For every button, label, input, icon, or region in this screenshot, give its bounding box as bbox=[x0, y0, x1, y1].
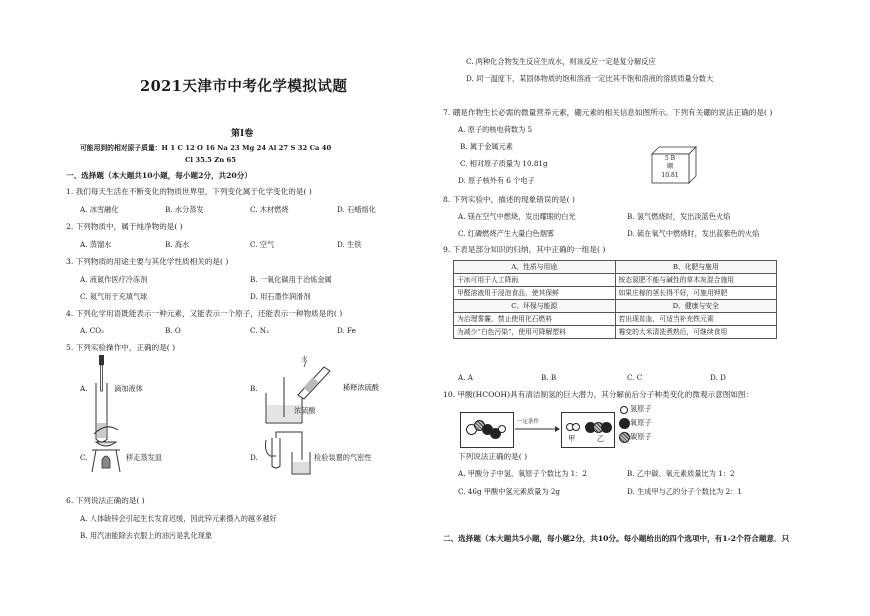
q5-d-caption: 检验装置的气密性 bbox=[314, 453, 372, 462]
table-cell-a1: 干冰可用于人工降雨 bbox=[454, 274, 616, 287]
q9-option-a: A. A bbox=[458, 373, 473, 382]
oxygen-atom bbox=[601, 422, 612, 433]
reaction-condition: 一定条件 bbox=[517, 419, 540, 425]
q6-option-a: A. 人体缺锌会引起生长发育迟缓，因此锌元素摄入的越多越好 bbox=[80, 514, 277, 523]
table-cell-b2: 如果庄稼的茎长得不好，可施用钾肥 bbox=[615, 287, 777, 300]
q5-b-acid-label: 浓硫酸 bbox=[294, 406, 316, 415]
q9-stem: 9. 下表是部分知识的归纳，其中正确的一组是( ) bbox=[443, 245, 606, 254]
q5-option-c: C. bbox=[80, 453, 88, 462]
q8-option-a: A. 镁在空气中燃烧，发出耀眼的白光 bbox=[458, 212, 576, 221]
atomic-masses-line2: Cl 35.5 Zn 65 bbox=[185, 156, 237, 164]
table-cell-b1: 铵态氮肥不能与碱性的草木灰混合施用 bbox=[615, 274, 777, 287]
q4-option-c: C. N₂ bbox=[250, 326, 269, 335]
q2-stem: 2. 下列物质中，属于纯净物的是( ) bbox=[66, 222, 183, 231]
q2-option-b: B. 海水 bbox=[165, 240, 190, 249]
q2-option-d: D. 生铁 bbox=[337, 240, 362, 249]
table-cell-a2: 甲醛溶液用于浸泡食品，使其保鲜 bbox=[454, 287, 616, 300]
q8-option-b: B. 氢气燃烧时，发出淡蓝色火焰 bbox=[627, 212, 731, 221]
q5-stem: 5. 下列实验操作中，正确的是( ) bbox=[66, 343, 176, 352]
exam-title: 2021天津市中考化学模拟试题 bbox=[140, 78, 348, 95]
airtightness-figure bbox=[262, 430, 312, 480]
table-cell-d2: 霉变的大米清洗煮熟后，可继续食用 bbox=[615, 326, 777, 339]
q5-b-caption: 稀释浓硫酸 bbox=[343, 383, 379, 392]
q7-option-d: D. 原子核外有 6 个电子 bbox=[458, 176, 535, 185]
q1-option-d: D. 石蜡熔化 bbox=[337, 205, 376, 214]
section1-heading: 一、选择题（本大题共10小题，每小题2分，共20分） bbox=[66, 171, 252, 180]
q2-option-a: A. 蒸馏水 bbox=[80, 240, 112, 249]
q6-option-b: B. 用汽油能除去衣服上的油污是乳化现象 bbox=[80, 531, 213, 540]
table-head-b: B、化肥与施用 bbox=[615, 261, 777, 274]
reaction-arrow-icon bbox=[515, 425, 561, 433]
q8-stem: 8. 下列实验中，描述的现象错误的是( ) bbox=[443, 195, 575, 204]
q3-option-b: B. 一氧化碳用于冶炼金属 bbox=[250, 275, 332, 284]
legend-hydrogen-icon bbox=[620, 406, 628, 414]
q4-option-d: D. Fe bbox=[337, 326, 356, 335]
q5-c-caption: 移走蒸发皿 bbox=[126, 453, 162, 462]
q7-option-a: A. 原子的核电荷数为 5 bbox=[458, 125, 533, 134]
boron-box-mass: 10.81 bbox=[661, 172, 679, 179]
q9-option-b: B. B bbox=[541, 373, 557, 382]
knowledge-table bbox=[453, 260, 777, 339]
table-head-c: C、环保与能源 bbox=[454, 300, 616, 313]
legend-oxygen-icon bbox=[619, 418, 630, 429]
table-cell-c2: 为减少“白色污染”，使用可降解塑料 bbox=[454, 326, 616, 339]
q3-option-d: D. 用石墨作润滑剂 bbox=[250, 292, 311, 301]
q10-stem: 10. 甲酸(HCOOH)具有清洁制氢的巨大潜力，其分解前后分子种类变化的微观示意图如图： bbox=[443, 390, 754, 399]
q6-option-d: D. 同一温度下，某固体物质的饱和溶液一定比其不饱和溶液的溶质质量分数大 bbox=[466, 74, 714, 83]
q1-option-c: C. 木材燃烧 bbox=[250, 205, 289, 214]
q10-sub: 下列说法正确的是( ) bbox=[458, 452, 528, 461]
q10-option-c: C. 46g 甲酸中氢元素质量为 2g bbox=[458, 487, 560, 496]
q9-option-c: C. C bbox=[627, 373, 643, 382]
q3-option-a: A. 液氮作医疗冷冻剂 bbox=[80, 275, 148, 284]
product-label-jia: 甲 bbox=[568, 434, 576, 443]
q3-stem: 3. 下列物质的用途主要与其化学性质相关的是( ) bbox=[66, 257, 229, 266]
q9-option-d: D. D bbox=[710, 373, 726, 382]
q5-option-b: B. bbox=[250, 384, 258, 393]
q10-option-d: D. 生成甲与乙的分子个数比为 2：1 bbox=[627, 487, 742, 496]
table-cell-d1: 若出现贫血，可适当补充铁元素 bbox=[615, 313, 777, 326]
section2-heading: 二、选择题（本大题共5小题，每小题2分，共10分。每小题给出的四个选项中，有1-2个符合题意．只 bbox=[443, 534, 790, 543]
q5-option-d: D. bbox=[250, 453, 258, 462]
evaporating-dish-figure bbox=[88, 420, 124, 475]
q2-option-c: C. 空气 bbox=[250, 240, 275, 249]
table-head-a: A、性质与用途 bbox=[454, 261, 616, 274]
table-cell-c1: 为治理雾霾，禁止使用化石燃料 bbox=[454, 313, 616, 326]
q4-option-a: A. CO₂ bbox=[80, 326, 105, 335]
q8-option-d: D. 硫在氧气中燃烧时，发出蓝紫色的火焰 bbox=[627, 229, 760, 238]
q5-a-caption: 滴加液体 bbox=[114, 384, 143, 393]
q7-option-b: B. 属于金属元素 bbox=[460, 142, 513, 151]
table-head-d: D、健康与安全 bbox=[615, 300, 777, 313]
q3-option-c: C. 氦气用于充填气球 bbox=[80, 292, 148, 301]
legend-carbon-icon bbox=[619, 432, 630, 443]
q5-option-a: A. bbox=[80, 384, 88, 393]
q7-stem: 7. 硼是作物生长必需的微量营养元素，硼元素的相关信息如图所示。下列有关硼的说法正确的是( ) bbox=[443, 108, 773, 117]
q10-option-b: B. 乙中碳、氧元素质量比为 1：2 bbox=[627, 469, 735, 478]
q7-option-c: C. 相对原子质量为 10.81g bbox=[460, 159, 548, 168]
q5-b-water-label: 水 bbox=[301, 355, 308, 363]
q1-stem: 1. 我们每天生活在不断变化的物质世界里，下列变化属于化学变化的是( ) bbox=[66, 187, 312, 196]
boron-box-number: 5 B bbox=[664, 155, 676, 162]
product-label-yi: 乙 bbox=[597, 434, 605, 443]
q1-option-a: A. 冰雪融化 bbox=[80, 205, 119, 214]
q6-option-c: C. 两种化合物发生反应生成水，则该反应一定是复分解反应 bbox=[466, 57, 656, 66]
q10-option-a: A. 甲酸分子中氢、氧原子个数比为 1：2 bbox=[458, 469, 588, 478]
q4-option-b: B. O bbox=[165, 326, 181, 335]
q1-option-b: B. 水分蒸发 bbox=[165, 205, 204, 214]
q4-stem: 4. 下列化学用语既能表示一种元素，又能表示一个原子，还能表示一种物质是的( ) bbox=[66, 309, 343, 318]
volume-heading: 第Ⅰ卷 bbox=[231, 129, 254, 139]
legend-oxygen-label: 氧原子 bbox=[630, 418, 652, 427]
dilution-figure bbox=[258, 355, 338, 427]
atomic-masses-line1: 可能用到的相对原子质量：H 1 C 12 O 16 Na 23 Mg 24 Al 27 S 32 Ca 40 bbox=[80, 144, 332, 152]
q8-option-c: C. 红磷燃烧产生大量白色烟雾 bbox=[458, 229, 555, 238]
legend-hydrogen-label: 氢原子 bbox=[630, 404, 652, 413]
boron-box-name: 硼 bbox=[666, 163, 673, 170]
legend-carbon-label: 碳原子 bbox=[630, 432, 652, 441]
hydrogen-atom bbox=[498, 425, 506, 433]
hydrogen-atom bbox=[572, 423, 580, 431]
q6-stem: 6. 下列说法正确的是( ) bbox=[66, 496, 145, 505]
